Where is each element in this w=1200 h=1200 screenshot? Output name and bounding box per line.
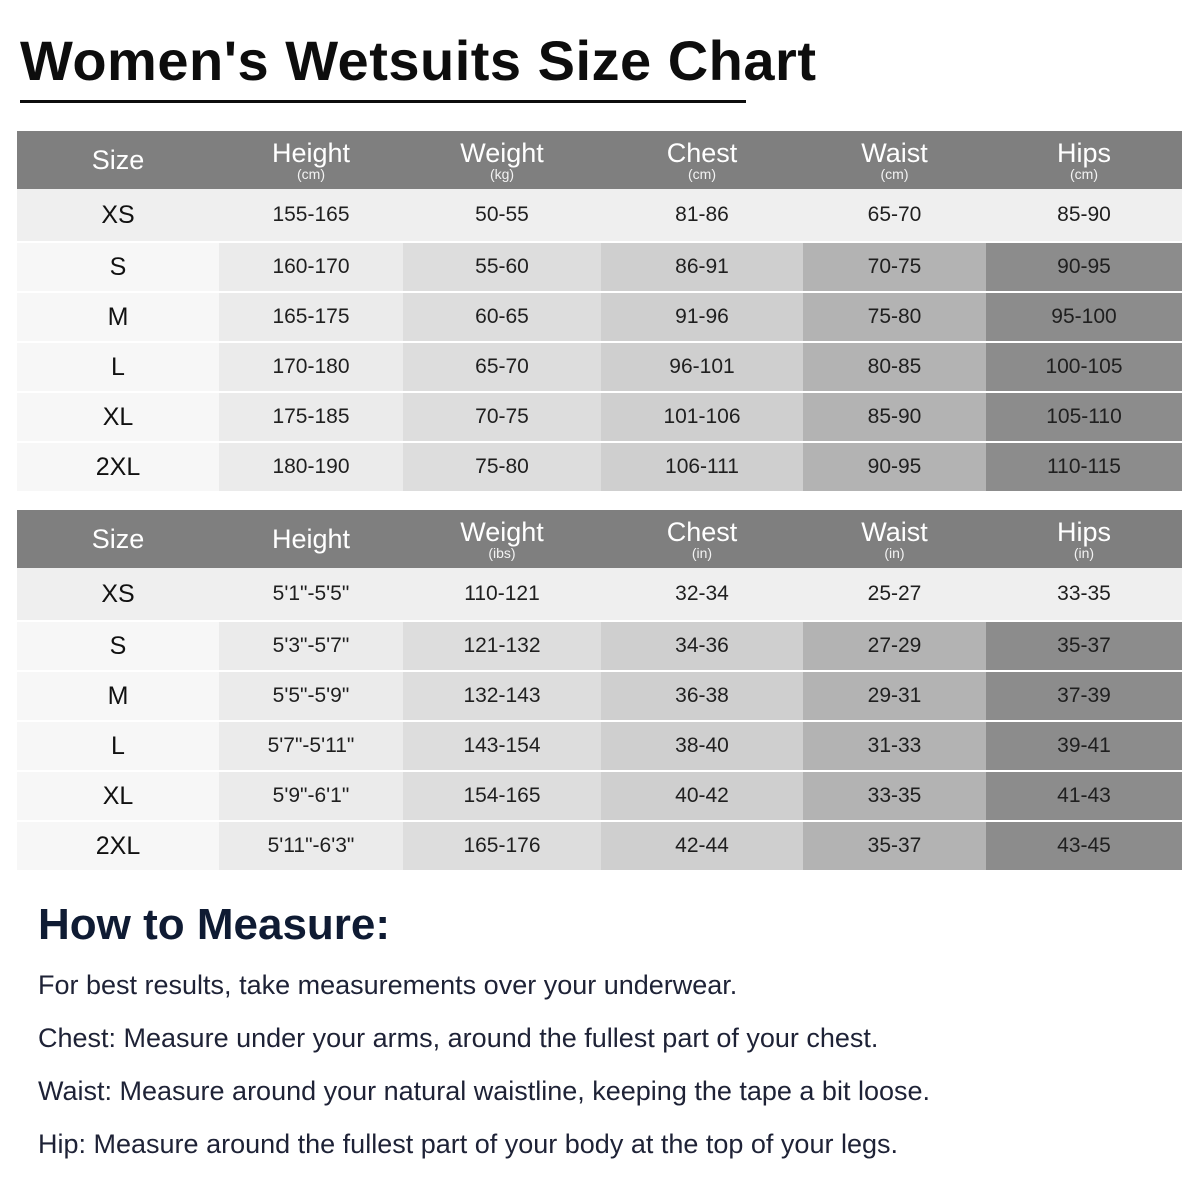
table-row	[17, 821, 1182, 871]
table-header-row	[17, 131, 1182, 189]
header-unit: (in)	[691, 544, 713, 561]
table-cell: 37-39	[986, 671, 1182, 721]
header-cell	[403, 510, 601, 568]
size-cell: S	[17, 242, 219, 292]
measure-instruction: For best results, take measurements over your underwear.	[38, 970, 738, 1000]
header-label: Waist	[861, 516, 928, 547]
table-cell: 29-31	[803, 671, 986, 721]
table-cell: 95-100	[986, 292, 1182, 342]
header-cell	[17, 131, 219, 189]
table-cell: 75-80	[403, 442, 601, 492]
size-cell: S	[17, 621, 219, 671]
table-cell: 85-90	[986, 189, 1182, 242]
table-cell: 70-75	[803, 242, 986, 292]
table-cell: 43-45	[986, 821, 1182, 871]
header-label: Weight	[460, 516, 544, 547]
table-cell: 5'7"-5'11"	[219, 721, 403, 771]
table-cell: 85-90	[803, 392, 986, 442]
header-label: Hips	[1056, 137, 1111, 168]
size-cell: XS	[17, 189, 219, 242]
table-cell: 175-185	[219, 392, 403, 442]
table-cell: 5'9"-6'1"	[219, 771, 403, 821]
size-cell: 2XL	[17, 821, 219, 871]
table-cell: 65-70	[803, 189, 986, 242]
table-row	[17, 189, 1182, 242]
table-row	[17, 342, 1182, 392]
how-to-measure-heading: How to Measure:	[38, 900, 391, 949]
header-cell	[17, 510, 219, 568]
header-unit: (cm)	[688, 165, 716, 182]
title-underline	[20, 100, 746, 103]
measure-instruction: Waist: Measure around your natural waistline, keeping the tape a bit loose.	[38, 1076, 931, 1106]
header-label: Weight	[460, 137, 544, 168]
table-cell: 143-154	[403, 721, 601, 771]
table-cell: 86-91	[601, 242, 803, 292]
table-cell: 110-121	[403, 568, 601, 621]
header-cell	[403, 131, 601, 189]
page-title: Women's Wetsuits Size Chart	[20, 29, 817, 92]
table-cell: 65-70	[403, 342, 601, 392]
table-cell: 34-36	[601, 621, 803, 671]
table-cell: 41-43	[986, 771, 1182, 821]
header-cell	[601, 510, 803, 568]
table-cell: 165-175	[219, 292, 403, 342]
table-cell: 180-190	[219, 442, 403, 492]
header-unit: (cm)	[297, 165, 325, 182]
table-cell: 60-65	[403, 292, 601, 342]
size-cell: XL	[17, 771, 219, 821]
table-cell: 42-44	[601, 821, 803, 871]
table-cell: 132-143	[403, 671, 601, 721]
table-cell: 80-85	[803, 342, 986, 392]
header-unit: (cm)	[880, 165, 909, 182]
header-label: Chest	[666, 516, 738, 547]
header-label: Size	[91, 523, 145, 554]
size-cell: XL	[17, 392, 219, 442]
header-unit: (kg)	[489, 165, 515, 182]
table-cell: 5'5"-5'9"	[219, 671, 403, 721]
header-label: Waist	[861, 137, 928, 168]
table-cell: 25-27	[803, 568, 986, 621]
table-row	[17, 242, 1182, 292]
table-cell: 36-38	[601, 671, 803, 721]
header-cell	[219, 510, 403, 568]
header-cell	[803, 131, 986, 189]
table-row	[17, 568, 1182, 621]
table-row	[17, 771, 1182, 821]
table-cell: 165-176	[403, 821, 601, 871]
table-cell: 5'11"-6'3"	[219, 821, 403, 871]
header-unit: (in)	[884, 544, 905, 561]
header-cell	[986, 131, 1182, 189]
size-cell: M	[17, 671, 219, 721]
header-label: Height	[271, 137, 351, 168]
size-cell: L	[17, 721, 219, 771]
table-cell: 121-132	[403, 621, 601, 671]
measure-instruction: Chest: Measure under your arms, around the fullest part of your chest.	[38, 1023, 879, 1053]
measure-instruction: Hip: Measure around the fullest part of your body at the top of your legs.	[38, 1129, 898, 1159]
table-cell: 160-170	[219, 242, 403, 292]
imperial-size-table	[17, 510, 1182, 872]
header-label: Hips	[1056, 516, 1111, 547]
table-cell: 96-101	[601, 342, 803, 392]
table-cell: 91-96	[601, 292, 803, 342]
table-row	[17, 392, 1182, 442]
size-cell: M	[17, 292, 219, 342]
table-row	[17, 721, 1182, 771]
table-cell: 5'1"-5'5"	[219, 568, 403, 621]
table-cell: 39-41	[986, 721, 1182, 771]
table-cell: 106-111	[601, 442, 803, 492]
table-cell: 110-115	[986, 442, 1182, 492]
header-cell	[219, 131, 403, 189]
table-cell: 32-34	[601, 568, 803, 621]
header-label: Chest	[666, 137, 738, 168]
table-cell: 70-75	[403, 392, 601, 442]
header-cell	[803, 510, 986, 568]
table-cell: 170-180	[219, 342, 403, 392]
table-cell: 33-35	[986, 568, 1182, 621]
header-label: Size	[91, 144, 145, 175]
table-cell: 27-29	[803, 621, 986, 671]
table-cell: 38-40	[601, 721, 803, 771]
table-row	[17, 442, 1182, 492]
table-cell: 33-35	[803, 771, 986, 821]
table-cell: 35-37	[986, 621, 1182, 671]
header-cell	[986, 510, 1182, 568]
header-cell	[601, 131, 803, 189]
table-cell: 35-37	[803, 821, 986, 871]
table-header-row	[17, 510, 1182, 568]
header-label: Height	[271, 523, 351, 554]
table-cell: 105-110	[986, 392, 1182, 442]
table-row	[17, 621, 1182, 671]
metric-size-table	[17, 131, 1182, 493]
table-cell: 5'3"-5'7"	[219, 621, 403, 671]
header-unit: (ibs)	[488, 544, 516, 561]
header-unit: (in)	[1073, 544, 1095, 561]
table-cell: 100-105	[986, 342, 1182, 392]
header-unit: (cm)	[1070, 165, 1098, 182]
table-cell: 90-95	[986, 242, 1182, 292]
table-row	[17, 292, 1182, 342]
table-row	[17, 671, 1182, 721]
table-cell: 90-95	[803, 442, 986, 492]
table-cell: 101-106	[601, 392, 803, 442]
table-cell: 40-42	[601, 771, 803, 821]
size-cell: XS	[17, 568, 219, 621]
table-cell: 55-60	[403, 242, 601, 292]
table-cell: 75-80	[803, 292, 986, 342]
table-cell: 50-55	[403, 189, 601, 242]
size-cell: L	[17, 342, 219, 392]
table-cell: 31-33	[803, 721, 986, 771]
table-cell: 154-165	[403, 771, 601, 821]
size-cell: 2XL	[17, 442, 219, 492]
table-cell: 81-86	[601, 189, 803, 242]
table-cell: 155-165	[219, 189, 403, 242]
